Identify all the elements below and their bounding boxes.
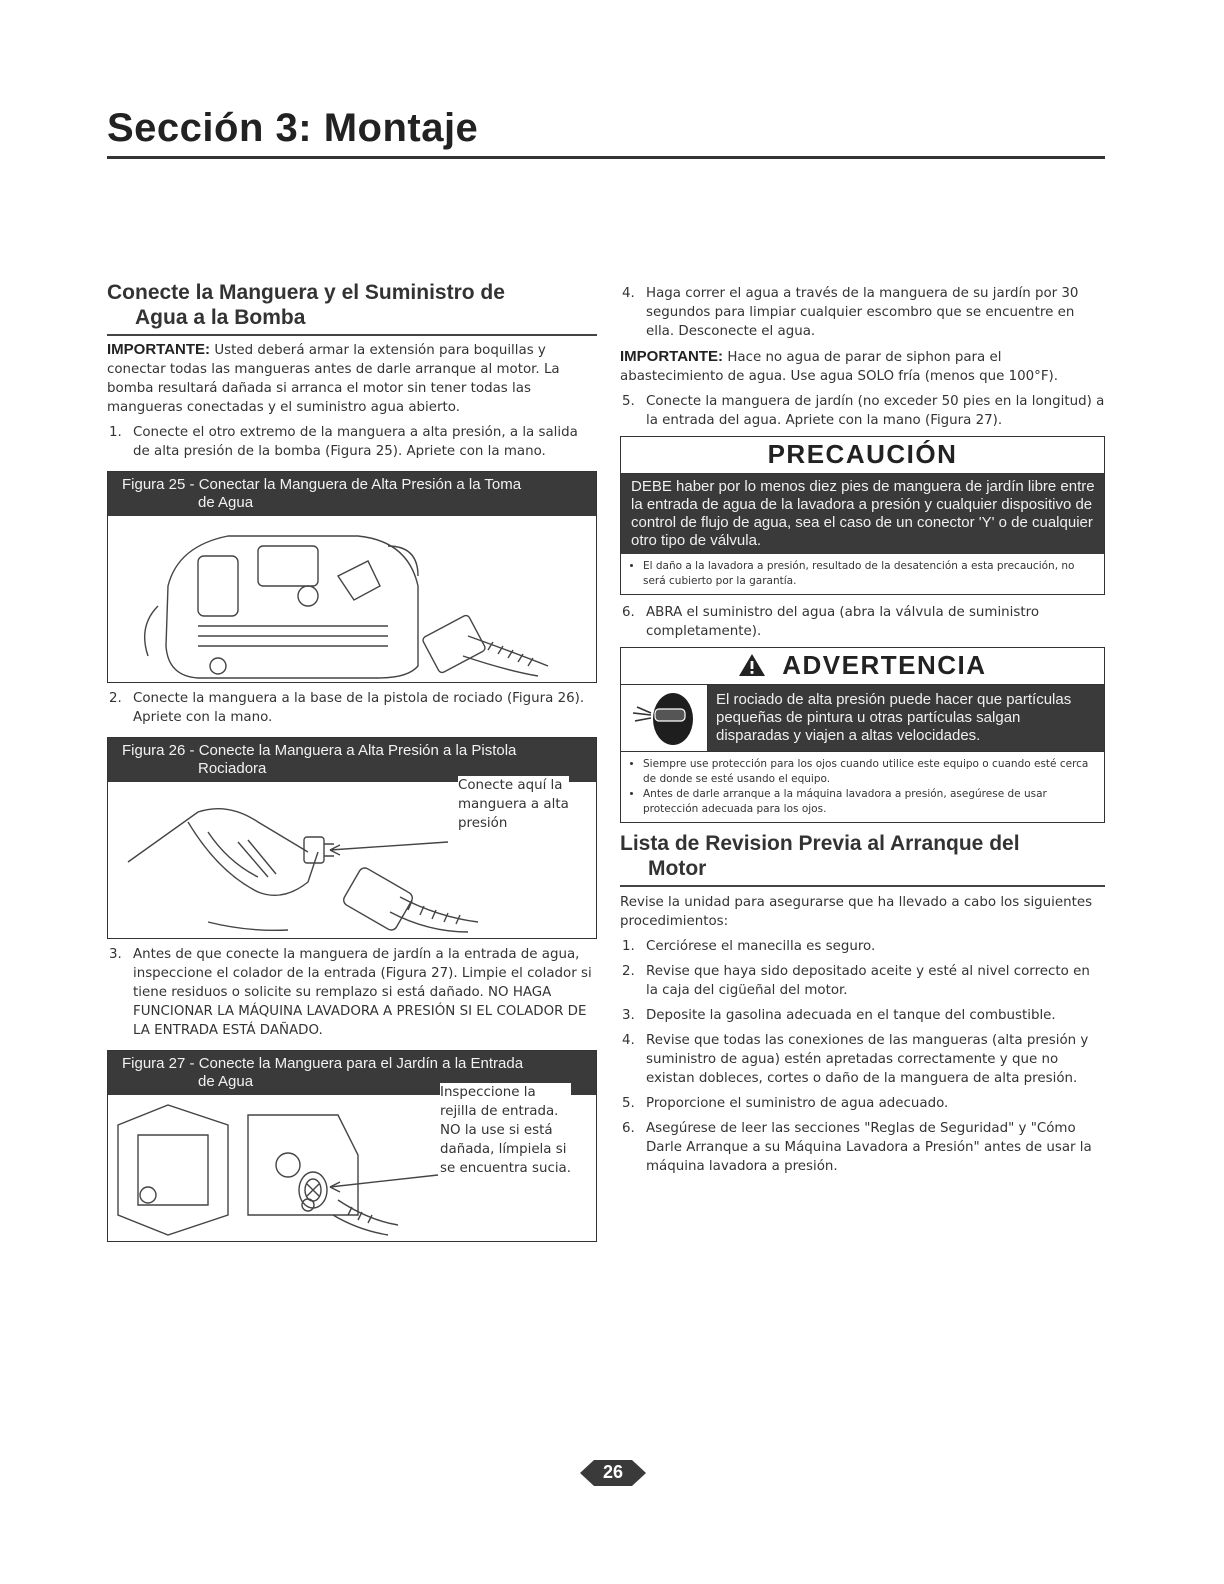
step-1: 1. Conecte el otro extremo de la manguera a alta presión, a la salida de alta presión de la bomba (Figura 25). Apriete con la mano. xyxy=(109,425,578,459)
warning-triangle-icon xyxy=(738,653,766,677)
checklist-heading: Lista de Revision Previa al Arranque del Motor xyxy=(620,831,1105,887)
figure-25-caption: Figura 25 - Conectar la Manguera de Alta Presión a la Toma de Agua xyxy=(108,472,596,516)
figure-26 xyxy=(107,737,597,939)
caution-title: PRECAUCIÓN xyxy=(621,437,1104,474)
figure-27-caption: Figura 27 - Conecte la Manguera para el Jardín a la Entrada de Agua xyxy=(108,1051,596,1095)
figure-25 xyxy=(107,471,597,683)
warning-message: El rociado de alta presión puede hacer que partículas pequeñas de pintura u otras partículas salgan disparadas y viajen a altas velocidades. xyxy=(708,685,1104,751)
figure-27 xyxy=(107,1050,597,1242)
page-number: 26 xyxy=(602,1462,624,1482)
checklist-item: 4. Revise que todas las conexiones de las mangueras (alta presión y suministro de agua) estén apretadas correctamente y que no existan dobleces, cortes o daño de la manguera de alta presión. xyxy=(622,1033,1089,1086)
pump-illustration xyxy=(108,516,596,682)
warning-row xyxy=(621,685,1104,751)
caution-box xyxy=(620,436,1105,595)
important-note: IMPORTANTE: Usted deberá armar la extensión para boquillas y conectar todas las mangueras antes de darle arranque al motor. La bomba resultará dañada si arranca el motor sin tener todas las mangueras conectadas y el suministro agua abierto. xyxy=(107,341,560,415)
warning-title: ADVERTENCIA xyxy=(782,650,987,680)
checklist-item: 6. Asegúrese de leer las secciones "Reglas de Seguridad" y "Cómo Darle Arranque a su Máquina Lavadora a Presión" antes de usar la máquina lavadora a presión. xyxy=(622,1121,1092,1174)
page-number-badge xyxy=(578,1456,648,1490)
caution-bullets: • El daño a la lavadora a presión, resultado de la desatención a esta precaución, no será cubierto por la garantía. xyxy=(621,554,1104,594)
warning-box xyxy=(620,647,1105,823)
figure-26-callout: Conecte aquí la manguera a alta presión xyxy=(458,778,569,831)
step-6: 6. ABRA el suministro del agua (abra la válvula de suministro completamente). xyxy=(622,605,1040,639)
figure-26-caption: Figura 26 - Conecte la Manguera a Alta Presión a la Pistola Rociadora xyxy=(108,738,596,782)
figure-27-callout: Inspeccione la rejilla de entrada. NO la use si está dañada, límpiela si se encuentra sucia. xyxy=(440,1085,571,1176)
checklist-item: 5. Proporcione el suministro de agua adecuado. xyxy=(622,1096,949,1111)
checklist-item: 3. Deposite la gasolina adecuada en el tanque del combustible. xyxy=(622,1008,1056,1023)
checklist-intro: Revise la unidad para asegurarse que ha llevado a cabo los siguientes procedimientos: xyxy=(620,895,1093,929)
caution-message: DEBE haber por lo menos diez pies de manguera de jardín libre entre la entrada de agua de la lavadora a presión y cualquier dispositivo de control de flujo de agua, sea el caso de un conector 'Y' o de cualquier otro tipo de válvula. xyxy=(621,474,1104,554)
left-column xyxy=(107,280,597,1248)
hose-connection-heading: Conecte la Manguera y el Suministro de Agua a la Bomba xyxy=(107,280,597,336)
title-rule xyxy=(107,156,1105,159)
step-2: 2. Conecte la manguera a la base de la pistola de rociado (Figura 26). Apriete con la mano. xyxy=(109,691,585,725)
important-cold-water-note: IMPORTANTE: Hace no agua de parar de siphon para el abastecimiento de agua. Use agua SOLO fría (menos que 100°F). xyxy=(620,348,1059,384)
step-3: 3. Antes de que conecte la manguera de jardín a la entrada de agua, inspeccione el colador de la entrada (Figura 27). Limpie el colador si tiene residuos o solicite su remplazo si está dañado. NO HAGA FUNCIONAR LA MÁQUINA LAVADORA A PRESIÓN SI EL COLADOR DE LA ENTRADA ESTÁ DAÑADO. xyxy=(109,947,592,1038)
section-title: Sección 3: Montaje xyxy=(107,106,479,150)
step-5: 5. Conecte la manguera de jardín (no exceder 50 pies en la longitud) a la entrada del agua. Apriete con la mano (Figura 27). xyxy=(622,394,1105,428)
checklist-item: 2. Revise que haya sido depositado aceite y esté al nivel correcto en la caja del cigüeñal del motor. xyxy=(622,964,1090,998)
warning-bullets: • Siempre use protección para los ojos cuando utilice este equipo o cuando esté cerca de donde se esté usando el equipo. • Antes de darle arranque a la máquina lavadora a presión, asegúrese de usar protección adecuada para los ojos. xyxy=(621,751,1104,822)
warning-header xyxy=(621,648,1104,685)
step-4: 4. Haga correr el agua a través de la manguera de su jardín por 30 segundos para limpiar cualquier escombro que se encuentre en ella. Desconecte el agua. xyxy=(622,286,1079,339)
eye-protection-icon xyxy=(621,685,708,751)
right-column xyxy=(620,280,1105,1182)
checklist-item: 1. Cerciórese el manecilla es seguro. xyxy=(622,939,876,954)
